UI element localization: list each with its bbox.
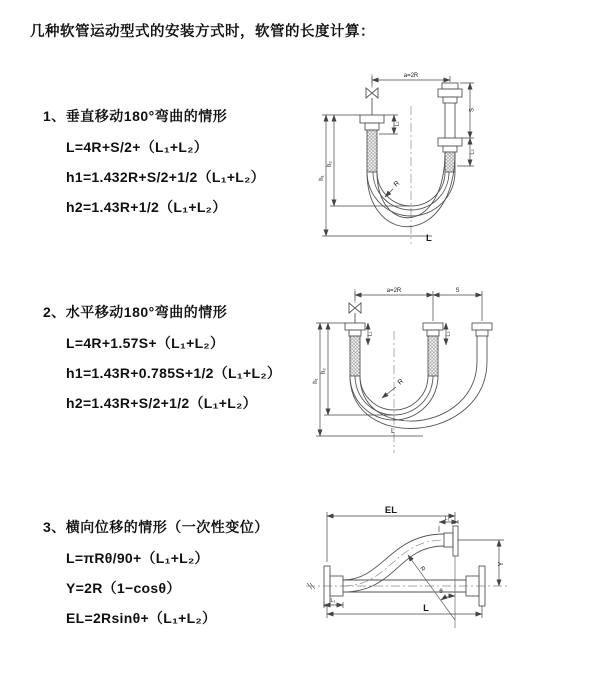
dim-label-l: L [423, 603, 429, 614]
diagram-lateral-displacement [298, 500, 598, 658]
dim-label-l1-bottom: L₁ [330, 598, 336, 604]
radius-pointer [385, 189, 393, 197]
dim-label-l2: L₂ [469, 149, 476, 155]
dim-label-l1: L₁ [367, 331, 374, 337]
right-leg-fitting [472, 323, 492, 361]
left-leg-fitting [360, 115, 384, 172]
section3-formula-L: L=πRθ/90+（L₁+L₂） [66, 550, 209, 566]
l-dimension [327, 606, 482, 618]
dim-label-s: S [455, 288, 460, 294]
radius-label: R [396, 377, 406, 387]
dim-label-s: S [469, 107, 476, 113]
page-title: 几种软管运动型式的安装方式时，软管的长度计算： [30, 24, 375, 40]
section3-heading: 3、横向位移的情形（一次性变位） [43, 519, 269, 535]
dim-label-h2: h₂ [327, 161, 333, 167]
dim-label-el: EL [384, 505, 398, 516]
valve-icon [366, 88, 378, 115]
top-dimension [355, 291, 482, 321]
length-label: L [391, 428, 395, 435]
dim-label-l1: L₁ [394, 121, 401, 127]
radius-label: R [418, 565, 426, 573]
dim-label-h1: h₁ [313, 378, 319, 384]
centerlines [355, 289, 394, 453]
dim-label-h1: h₁ [319, 175, 325, 181]
dim-label-a2r: a=2R [386, 288, 402, 294]
left-leg-fitting [345, 323, 365, 376]
centerlines [372, 74, 411, 244]
section3-formula-Y: Y=2R（1−cosθ） [66, 580, 181, 596]
section2-formula-h1: h1=1.43R+0.785S+1/2（L₁+L₂） [66, 365, 282, 381]
middle-leg-fitting [423, 323, 443, 376]
section2-formula-h2: h2=1.43R+S/2+1/2（L₁+L₂） [66, 395, 257, 411]
dim-label-a2r: a=2R [403, 73, 419, 79]
hose-bend [350, 361, 487, 428]
upper-fitting [444, 526, 458, 556]
dim-label-l2: L₂ [445, 331, 452, 337]
diagram-vertical-180-bend [312, 66, 512, 258]
section1-formula-h2: h2=1.43R+1/2（L₁+L₂） [66, 199, 227, 215]
section2-formula-L: L=4R+1.57S+（L₁+L₂） [66, 335, 225, 351]
dim-label-y: Y [498, 561, 505, 567]
theta-construction [408, 555, 455, 628]
diagram-horizontal-180-bend [308, 281, 598, 459]
right-leg-fitting [438, 83, 462, 172]
left-dimensions [316, 323, 423, 436]
radius-label: R [392, 179, 402, 189]
valve-icon [349, 303, 361, 323]
length-label: L [426, 233, 432, 244]
dim-label-l1-top: L₁ [444, 516, 450, 522]
section1-heading: 1、垂直移动180°弯曲的情形 [43, 108, 228, 124]
section3-formula-EL: EL=2Rsinθ+（L₁+L₂） [66, 610, 217, 626]
dim-label-h2: h₂ [321, 368, 327, 374]
section1-formula-L: L=4R+S/2+（L₁+L₂） [66, 139, 209, 155]
radius-pointer [382, 387, 396, 398]
theta-label: θ [439, 589, 443, 595]
section1-formula-h1: h1=1.432R+S/2+1/2（L₁+L₂） [66, 169, 265, 185]
section2-heading: 2、水平移动180°弯曲的情形 [43, 304, 228, 320]
